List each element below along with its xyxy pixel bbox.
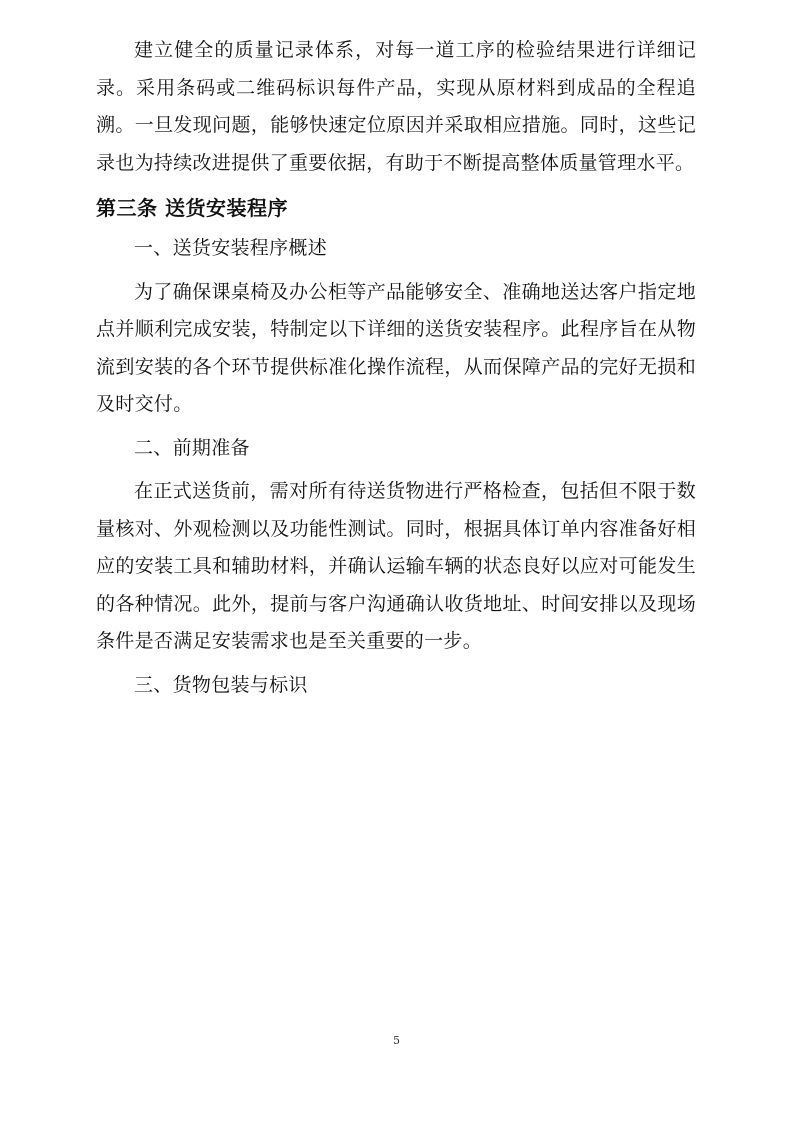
subsection-heading-packaging: 三、货物包装与标识 xyxy=(134,673,308,696)
overview-paragraph: 为了确保课桌椅及办公柜等产品能够安全、准确地送达客户指定地点并顺利完成安装，特制定以下详细的送货安装程序。此程序旨在从物流到安装的各个环节提供标准化操作流程，从而保障产品的完好无损和及时交付。 xyxy=(96,280,696,415)
intro-paragraph: 建立健全的质量记录体系，对每一道工序的检验结果进行详细记录。采用条码或二维码标识每件产品，实现从原材料到成品的全程追溯。一旦发现问题，能够快速定位原因并采取相应措施。同时，这些记录也为持续改进提供了重要依据，有助于不断提高整体质量管理水平。 xyxy=(96,39,696,174)
subsection-heading-overview: 一、送货安装程序概述 xyxy=(134,237,328,259)
page-number: 5 xyxy=(393,1034,400,1047)
section-title: 第三条 送货安装程序 xyxy=(96,196,288,220)
preparation-paragraph: 在正式送货前，需对所有待送货物进行严格检查，包括但不限于数量核对、外观检测以及功能性测试。同时，根据具体订单内容准备好相应的安装工具和辅助材料，并确认运输车辆的状态良好以应对可能发生的各种情况。此外，提前与客户沟通确认收货地址、时间安排以及现场条件是否满足安装需求也是至关重要的一步。 xyxy=(96,480,696,652)
subsection-heading-preparation: 二、前期准备 xyxy=(134,436,250,459)
page-body xyxy=(96,32,696,704)
